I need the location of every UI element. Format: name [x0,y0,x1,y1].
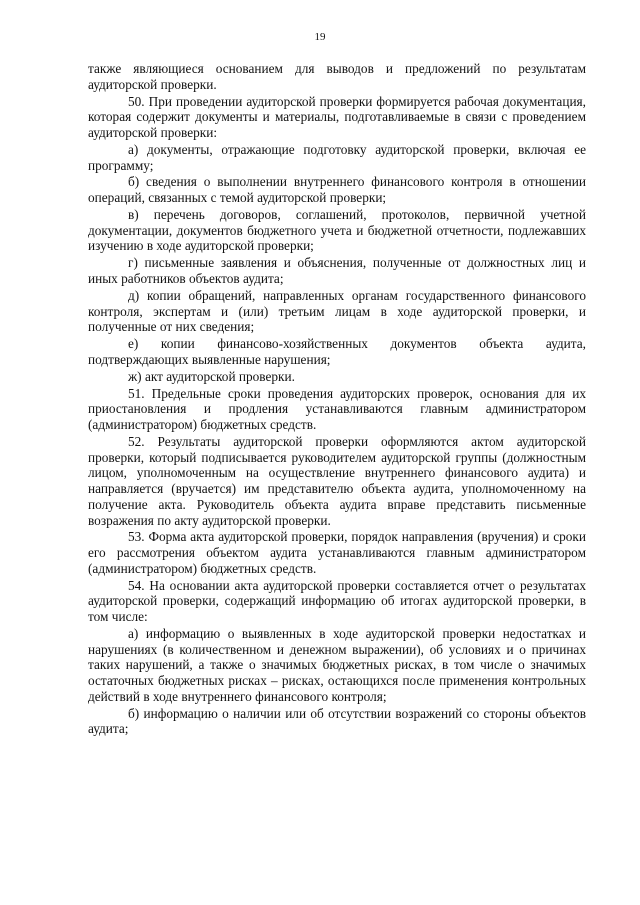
paragraph-subitem-50e: е) копии финансово-хозяйственных документов объекта аудита, подтверждающих выявленные нарушения; [88,336,586,367]
paragraph-subitem-54b: б) информацию о наличии или об отсутствии возражений со стороны объектов аудита; [88,705,586,737]
document-body [88,61,586,738]
paragraph-subitem-50a: а) документы, отражающие подготовку аудиторской проверки, включая ее программу; [88,141,586,173]
paragraph-item-51: 51. Предельные сроки проведения аудиторских проверок, основания для их приостановления и продления устанавливаются главным администратором (администратором) бюджетных средств. [88,385,586,433]
page-number: 19 [314,31,326,43]
paragraph-continuation: также являющиеся основанием для выводов и предложений по результатам аудиторской проверки. [88,61,586,92]
paragraph-item-52: 52. Результаты аудиторской проверки оформляются актом аудиторской проверки, который подписывается руководителем аудиторской группы (должностным лицом, уполномоченным на осуществление внутреннего финансового аудита) и направляется (вручается) им представителю объекта аудита, уполномоченному на получение акта. Руководитель объекта аудита вправе представить письменные возражения по акту аудиторской проверки. [88,434,586,528]
paragraph-subitem-50d: д) копии обращений, направленных органам государственного финансового контроля, экспертам и (или) третьим лицам в ходе аудиторской проверки, и полученные от них сведения; [88,287,586,335]
paragraph-item-53: 53. Форма акта аудиторской проверки, порядок направления (вручения) и сроки его рассмотрения объектом аудита устанавливаются главным администратором (администратором) бюджетных средств. [88,529,586,576]
paragraph-item-50: 50. При проведении аудиторской проверки формируется рабочая документация, которая содержит документы и материалы, подготавливаемые в связи с проведением аудиторской проверки: [88,93,586,140]
paragraph-subitem-50zh: ж) акт аудиторской проверки. [128,368,295,384]
paragraph-item-54: 54. На основании акта аудиторской проверки составляется отчет о результатах аудиторской проверки, содержащий информацию об итогах аудиторской проверки, в том числе: [88,577,586,625]
paragraph-subitem-50g: г) письменные заявления и объяснения, полученные от должностных лиц и иных работников объектов аудита; [88,255,586,287]
paragraph-subitem-50b: б) сведения о выполнении внутреннего финансового контроля в отношении операций, связанных с темой аудиторской проверки; [88,174,586,206]
paragraph-subitem-50v: в) перечень договоров, соглашений, протоколов, первичной учетной документации, документов бюджетного учета и бюджетной отчетности, подлежавших изучению в ходе аудиторской проверки; [88,207,586,254]
paragraph-subitem-54a: а) информацию о выявленных в ходе аудиторской проверки недостатках и нарушениях (в количественном и денежном выражении), об условиях и о причинах таких нарушений, а также о значимых бюджетных рисках, в том числе о значимых остаточных бюджетных рисках – рисках, остающихся после применения контрольных действий в ходе внутреннего финансового контроля; [88,626,586,704]
